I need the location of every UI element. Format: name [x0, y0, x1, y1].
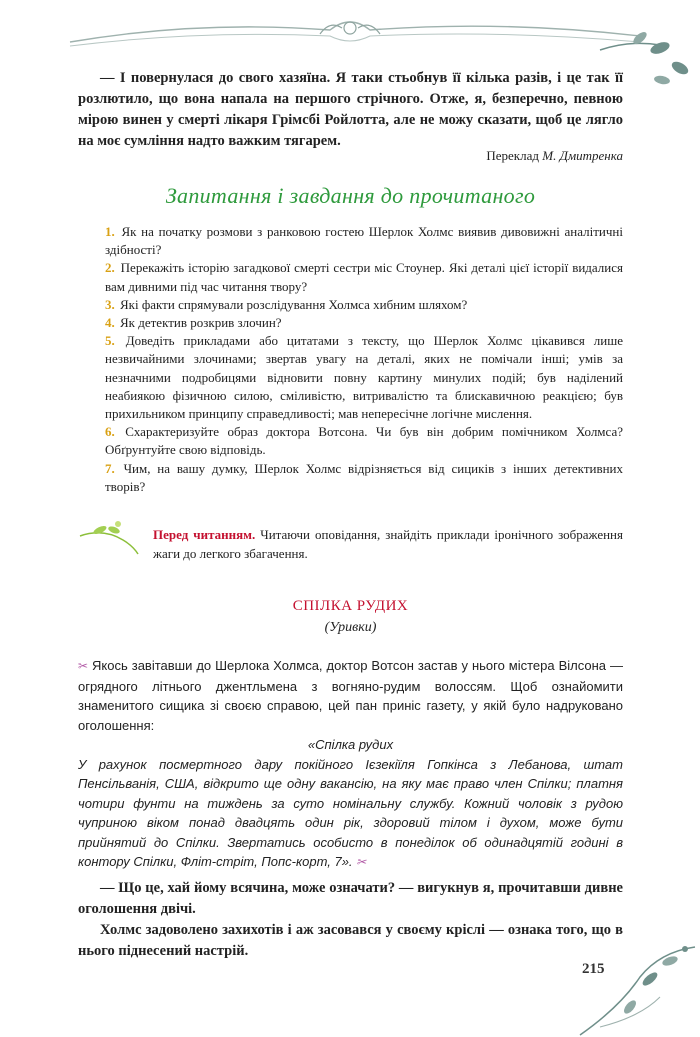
advertisement-body — [78, 755, 623, 873]
question-number: 2. — [105, 260, 115, 276]
question-item — [105, 259, 623, 295]
question-item — [105, 332, 623, 423]
before-reading-block — [78, 520, 623, 570]
summary-start-mark-icon: ✂ — [78, 659, 89, 673]
before-reading-label: Перед читанням. — [153, 527, 256, 542]
sprig-icon — [78, 520, 153, 560]
question-item — [105, 460, 623, 496]
question-number: 7. — [105, 460, 115, 476]
question-text: Перекажіть історію загадкової смерті сестри міс Стоунер. Які деталі цієї історії видалися вам дивними під час читання твору? — [105, 260, 623, 294]
question-number: 6. — [105, 424, 115, 440]
translator-credit — [380, 148, 623, 164]
summary-intro-text: Якось завітавши до Шерлока Холмса, доктор Вотсон застав у нього містера Вілсона — огрядного літнього джентльмена з вогняно-рудим волоссям. Щоб ознайомити знаменитого сищика зі своєю справою, цей пан приніс газету, у якій було надруковано оголошення: — [78, 658, 623, 733]
story-summary — [78, 656, 623, 873]
questions-section-title: Запитання і завдання до прочитаного — [165, 183, 536, 208]
dialog-paragraph-2: Холмс задоволено захихотів і аж засовався у своєму кріслі — ознака того, що в нього піднесений настрій. — [78, 922, 623, 959]
story-subtitle: (Уривки) — [324, 620, 377, 635]
story-title: СПІЛКА РУДИХ — [292, 598, 409, 614]
question-number: 3. — [105, 296, 115, 312]
question-number: 5. — [105, 333, 115, 349]
opening-paragraph — [78, 68, 623, 152]
dialog-paragraph-1: — Що це, хай йому всячина, може означати? — вигукнув я, прочитавши дивне оголошення двічі. — [78, 880, 623, 917]
question-text: Як детектив розкрив злочин? — [120, 315, 282, 331]
story-dialog — [78, 878, 623, 962]
question-item — [105, 223, 623, 259]
questions-list — [105, 223, 623, 496]
question-text: Як на початку розмови з ранковою гостею Шерлок Холмс виявив дивовижні аналітичні здібності? — [105, 224, 623, 258]
page-number: 215 — [582, 961, 605, 977]
advertisement-text: У рахунок посмертного дару покійного Ієзекіїля Гопкінса з Лебанова, штат Пенсільванія, США, відкрито ще одну вакансію, на яку має право член Спілки; платня чотири фунти на тиждень за суто номінальну службу. Кожний чоловік з рудою чуприною віком понад двадцять один рік, здоровий тілом і духом, може бути прийнятий до Спілки. Звертатись особисто в понеділок об одинадцятій годині в контору Спілки, Фліт-стріт, Попс-корт, 7». — [78, 756, 623, 869]
question-text: Чим, на вашу думку, Шерлок Холмс відрізняється від сициків з інших детективних творів? — [105, 460, 624, 494]
opening-text: — І повернулася до свого хазяїна. Я таки стьобнув її кілька разів, і це так її розлютило, що вона напала на першого стрічного. Отже, я, безперечно, певною мірою винен у смерті лікаря Грімсбі Ройлотта, але не можу сказати, щоб це лягло на моє сумління надто важким тягарем. — [78, 70, 623, 149]
question-text: Які факти спрямували розслідування Холмса хибним шляхом? — [120, 296, 468, 312]
question-text: Доведіть прикладами або цитатами з тексту, що Шерлок Холмс цікавився лише незвичайними злочинами; звертав увагу на деталі, яких не помічали інші; умів за незначними подробицями відновити повну картину минулих подій; був наділений неабиякою фізичною силою, сміливістю, витривалістю та блискавичною реакцією; був прихильником принципу справедливості; мав непересічне логічне мислення. — [105, 333, 623, 422]
question-number: 4. — [105, 315, 115, 331]
before-reading-text: Читаючи оповідання, знайдіть приклади іронічного зображення жаги до легкого збагачення. — [153, 527, 623, 561]
translator-prefix: Переклад — [486, 148, 539, 163]
question-item — [105, 423, 623, 459]
question-text: Схарактеризуйте образ доктора Вотсона. Чи був він добрим помічником Холмса? Обґрунтуйте свою відповідь. — [105, 424, 624, 458]
summary-intro-paragraph — [78, 656, 623, 735]
question-item — [105, 296, 623, 314]
question-number: 1. — [105, 224, 115, 239]
advertisement-title: «Спілка рудих — [307, 737, 394, 752]
translator-name: М. Дмитренка — [542, 148, 623, 163]
summary-end-mark-icon: ✂ — [356, 855, 367, 869]
question-item — [105, 314, 623, 332]
bottom-floral-ornament — [560, 917, 700, 1037]
